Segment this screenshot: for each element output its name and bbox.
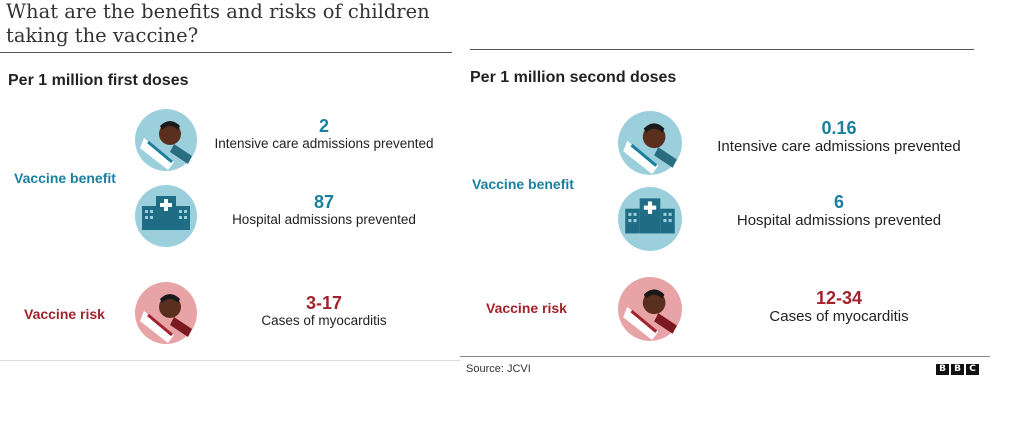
stat-value: 3-17: [305, 293, 343, 313]
stat-value: 2: [318, 116, 329, 136]
stat-icu-second: [698, 118, 980, 156]
patient-bed-icon: [617, 110, 683, 176]
bbc-logo-letter: B: [936, 364, 949, 375]
stat-myocarditis-second: [698, 288, 980, 326]
source-credit: Source: JCVI: [466, 363, 531, 375]
bbc-logo-letter: C: [966, 364, 979, 375]
vaccine-risk-label: Vaccine risk: [486, 300, 567, 316]
right-bottom-rule: [460, 356, 990, 357]
panel-heading-first-doses: Per 1 million first doses: [8, 72, 189, 89]
vaccine-benefit-label: Vaccine benefit: [14, 170, 116, 186]
hospital-icon: [134, 184, 198, 248]
stat-label: Intensive care admissions prevented: [214, 136, 434, 151]
stat-hospital-first: [200, 192, 448, 228]
stat-label: Hospital admissions prevented: [736, 212, 942, 229]
hospital-icon: [617, 186, 683, 252]
stat-myocarditis-first: [200, 293, 448, 329]
left-title-rule: [0, 52, 452, 53]
panel-heading-second-doses: Per 1 million second doses: [470, 69, 677, 86]
left-bottom-rule: [0, 360, 460, 361]
stat-value: 87: [313, 192, 335, 212]
right-title-rule: [470, 49, 974, 50]
stat-icu-first: [200, 116, 448, 152]
stat-label: Intensive care admissions prevented: [717, 138, 961, 155]
bbc-logo-letter: B: [951, 364, 964, 375]
stat-value: 0.16: [821, 118, 857, 138]
patient-bed-icon: [134, 108, 198, 172]
stat-label: Cases of myocarditis: [261, 313, 387, 328]
vaccine-risk-label: Vaccine risk: [24, 306, 105, 322]
stat-value: 6: [833, 192, 844, 212]
patient-bed-icon: [617, 276, 683, 342]
patient-bed-icon: [134, 281, 198, 345]
vaccine-benefit-label: Vaccine benefit: [472, 176, 574, 192]
stat-label: Hospital admissions prevented: [232, 212, 416, 227]
bbc-logo: [936, 364, 979, 375]
stat-hospital-second: [698, 192, 980, 230]
stat-label: Cases of myocarditis: [769, 308, 909, 325]
stat-value: 12-34: [815, 288, 863, 308]
page-title: What are the benefits and risks of children taking the vaccine?: [6, 0, 430, 47]
